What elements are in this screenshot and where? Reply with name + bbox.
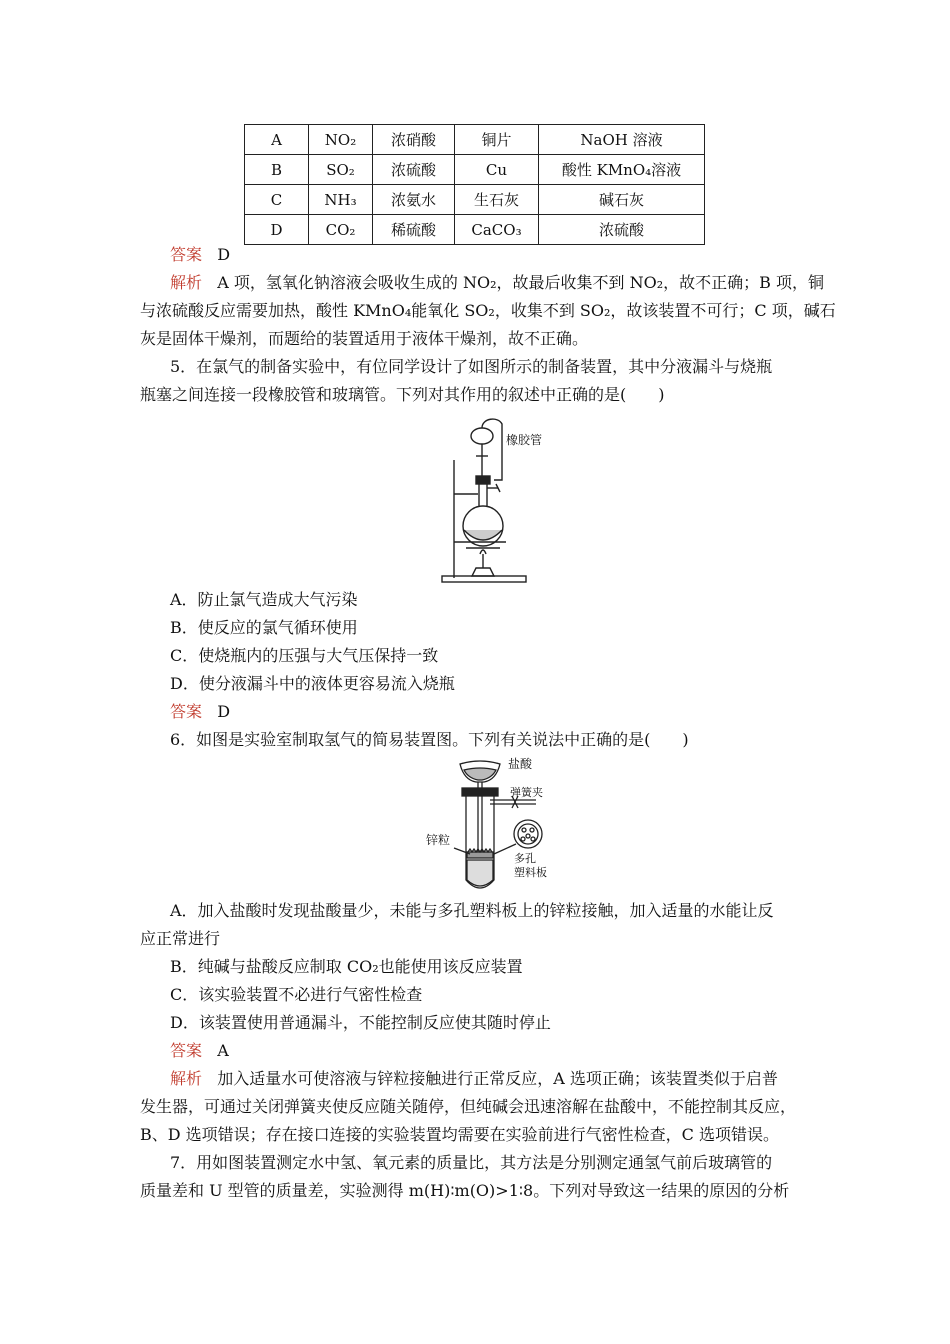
hydrogen-apparatus-figure — [424, 756, 560, 896]
table-cell-solid: 铜片 — [455, 125, 539, 155]
q6-option-a-line-1: A．加入盐酸时发现盐酸量少，未能与多孔塑料板上的锌粒接触，加入适量的水能让反 — [170, 901, 774, 920]
table-cell-liquid: 稀硫酸 — [373, 215, 455, 245]
analysis-text: 加入适量水可使溶液与锌粒接触进行正常反应，A 选项正确；该装置类似于启普 — [217, 1069, 778, 1088]
answer-label: 答案 — [170, 1041, 203, 1060]
q5-stem-line-2: 瓶塞之间连接一段橡胶管和玻璃管。下列对其作用的叙述中正确的是( ) — [140, 385, 665, 404]
q4-answer — [170, 245, 830, 265]
q5-answer — [170, 702, 830, 722]
answer-value: D — [217, 702, 231, 721]
table-cell-absorbent: 酸性 KMnO₄溶液 — [539, 155, 705, 185]
table-cell-option: A — [245, 125, 309, 155]
q6-option-a-line-2: 应正常进行 — [140, 929, 221, 948]
q5-stem-line-1: 5．在氯气的制备实验中，有位同学设计了如图所示的制备装置，其中分液漏斗与烧瓶 — [170, 357, 773, 376]
table-cell-absorbent: NaOH 溶液 — [539, 125, 705, 155]
chlorine-apparatus-drawing — [436, 414, 546, 586]
plate-label-line2: 塑料板 — [514, 866, 547, 879]
q6-analysis-line-3: B、D 选项错误；存在接口连接的实验装置均需要在实验前进行气密性检查，C 选项错误。 — [140, 1125, 780, 1144]
table-cell-liquid: 浓氨水 — [373, 185, 455, 215]
q5-option-a: A．防止氯气造成大气污染 — [170, 590, 358, 609]
table-row — [245, 185, 705, 215]
q7-stem-line-2: 质量差和 U 型管的质量差，实验测得 m(H)∶m(O)>1∶8。下列对导致这一结果的原因的分析 — [140, 1181, 790, 1200]
table-cell-absorbent: 浓硫酸 — [539, 215, 705, 245]
plate-label-line1: 多孔 — [514, 852, 536, 865]
q4-analysis-line-3: 灰是固体干燥剂，而题给的装置适用于液体干燥剂，故不正确。 — [140, 329, 589, 348]
chlorine-apparatus-figure — [436, 414, 546, 586]
table-cell-solid: Cu — [455, 155, 539, 185]
q6-answer — [170, 1041, 830, 1061]
table-cell-gas: NO₂ — [309, 125, 373, 155]
q6-analysis-line-1 — [170, 1069, 830, 1089]
answer-value: A — [217, 1041, 229, 1060]
table-cell-solid: 生石灰 — [455, 185, 539, 215]
q6-option-c: C．该实验装置不必进行气密性检查 — [170, 985, 423, 1004]
zinc-label: 锌粒 — [426, 833, 451, 847]
table-cell-gas: CO₂ — [309, 215, 373, 245]
hydrogen-apparatus-drawing — [424, 756, 560, 896]
q4-analysis-line-2: 与浓硫酸反应需要加热，酸性 KMnO₄能氧化 SO₂，收集不到 SO₂，故该装置不可行；C 项，碱石 — [140, 301, 836, 320]
table-cell-liquid: 浓硫酸 — [373, 155, 455, 185]
q6-analysis-line-2: 发生器，可通过关闭弹簧夹使反应随关随停，但纯碱会迅速溶解在盐酸中，不能控制其反应， — [140, 1097, 797, 1116]
table-cell-gas: SO₂ — [309, 155, 373, 185]
rubber-tube-label: 橡胶管 — [506, 433, 543, 447]
table-cell-solid: CaCO₃ — [455, 215, 539, 245]
analysis-label: 解析 — [170, 273, 203, 292]
answer-value: D — [217, 245, 231, 264]
q6-option-d: D．该装置使用普通漏斗，不能控制反应使其随时停止 — [170, 1013, 551, 1032]
analysis-label: 解析 — [170, 1069, 203, 1088]
table-cell-option: D — [245, 215, 309, 245]
table-cell-option: C — [245, 185, 309, 215]
q7-stem-line-1: 7．用如图装置测定水中氢、氧元素的质量比，其方法是分别测定通氢气前后玻璃管的 — [170, 1153, 773, 1172]
table-row — [245, 155, 705, 185]
table-cell-gas: NH₃ — [309, 185, 373, 215]
q6-option-b: B．纯碱与盐酸反应制取 CO₂也能使用该反应装置 — [170, 957, 523, 976]
table-cell-liquid: 浓硝酸 — [373, 125, 455, 155]
analysis-text: A 项，氢氧化钠溶液会吸收生成的 NO₂，故最后收集不到 NO₂，故不正确；B 项，铜 — [217, 273, 825, 292]
table-row — [245, 215, 705, 245]
table-cell-option: B — [245, 155, 309, 185]
table-cell-absorbent: 碱石灰 — [539, 185, 705, 215]
table-row — [245, 125, 705, 155]
answer-label: 答案 — [170, 245, 203, 264]
answer-label: 答案 — [170, 702, 203, 721]
reagent-table — [244, 124, 705, 245]
q5-option-c: C．使烧瓶内的压强与大气压保持一致 — [170, 646, 439, 665]
q4-analysis-line-1 — [170, 273, 830, 293]
q6-stem: 6．如图是实验室制取氢气的简易装置图。下列有关说法中正确的是( ) — [170, 730, 689, 749]
q5-option-b: B．使反应的氯气循环使用 — [170, 618, 358, 637]
acid-label: 盐酸 — [508, 757, 533, 771]
q5-option-d: D．使分液漏斗中的液体更容易流入烧瓶 — [170, 674, 455, 693]
clamp-label: 弹簧夹 — [510, 786, 543, 799]
